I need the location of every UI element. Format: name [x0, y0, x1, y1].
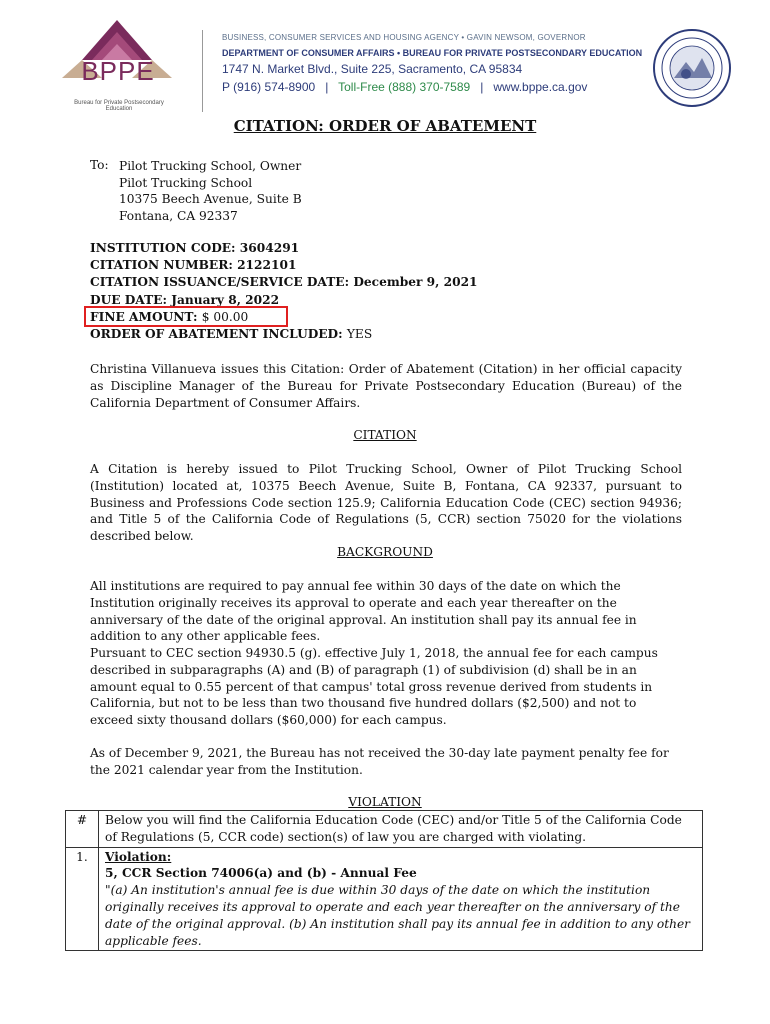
agency-line: BUSINESS, CONSUMER SERVICES AND HOUSING AGENCY • GAVIN NEWSOM, GOVERNOR — [222, 33, 586, 42]
violation-heading: VIOLATION — [348, 795, 422, 809]
page-title: CITATION: ORDER OF ABATEMENT — [233, 117, 537, 135]
row-content — [99, 847, 703, 951]
department-line: DEPARTMENT OF CONSUMER AFFAIRS • BUREAU FOR PRIVATE POSTSECONDARY EDUCATION — [222, 48, 643, 58]
recipient-address — [119, 158, 302, 224]
state-seal-icon — [652, 28, 732, 108]
background-paragraph-3: As of December 9, 2021, the Bureau has not received the 30-day late payment penalty fee for the 2021 calendar year from the Institution. — [90, 746, 669, 777]
background-heading: BACKGROUND — [337, 545, 433, 559]
abatement-included — [90, 326, 478, 343]
due-date: DUE DATE: January 8, 2022 — [90, 292, 280, 307]
to-label: To: — [90, 158, 109, 172]
recipient-line: Pilot Trucking School, Owner — [119, 159, 302, 173]
separator: | — [480, 80, 484, 94]
citation-paragraph: A Citation is hereby issued to Pilot Trucking School, Owner of Pilot Trucking School (Institution) located at, 10375 Beech Avenue, Suite B, Fontana, CA 92337, pursuant to Business and Professions Code section 125.9; California Education Code (CEC) section 94936; and Title 5 of the California Code of Regulations (5, CCR) section 75020 for the violations described below. — [90, 462, 682, 544]
table-row — [66, 847, 703, 951]
website-link[interactable]: www.bppe.ca.gov — [493, 80, 588, 94]
col-description: Below you will find the California Education Code (CEC) and/or Title 5 of the California Code of Regulations (5, CCR code) section(s) of law you are charged with violating. — [99, 811, 703, 848]
logo-text: BPPE — [81, 56, 155, 86]
bureau-address: 1747 N. Market Blvd., Suite 225, Sacramento, CA 95834 — [222, 62, 523, 76]
violation-section: 5, CCR Section 74006(a) and (b) - Annual Fee — [105, 866, 417, 881]
header-divider — [202, 30, 203, 112]
toll-free: Toll-Free (888) 370-7589 — [338, 80, 471, 94]
table-header-row — [66, 811, 703, 848]
fine-highlight-box — [84, 306, 288, 327]
institution-code: INSTITUTION CODE: 3604291 — [90, 241, 300, 255]
citation-facts — [90, 240, 478, 343]
recipient-line: 10375 Beech Avenue, Suite B — [119, 192, 302, 207]
fine-label: FINE AMOUNT: — [90, 309, 198, 324]
contact-line — [222, 80, 587, 94]
recipient-line: Fontana, CA 92337 — [119, 208, 238, 223]
background-paragraph-2: Pursuant to CEC section 94930.5 (g). effective July 1, 2018, the annual fee for each campus described in subparagraphs (A) and (B) of paragraph (1) of subdivision (d) shall be in an amount equal to 0.55 percent of that campus' total gross revenue derived from students in California, but not to be less than two thousand five hundred dollars ($2,500) and not to exceed sixty thousand dollars ($60,000) for each campus. — [90, 646, 658, 728]
violation-label: Violation: — [105, 849, 172, 864]
col-hash: # — [66, 811, 99, 848]
phone: P (916) 574-8900 — [222, 80, 316, 94]
violation-quote: "(a) An institution's annual fee is due within 30 days of the date on which the institution originally receives its approval to operate and each year thereafter on the anniversary of the date of the original approval. (b) An institution shall pay its annual fee in addition to any other applicable fees. — [105, 883, 690, 948]
abatement-label: ORDER OF ABATEMENT INCLUDED: — [90, 327, 343, 342]
background-paragraph-1: All institutions are required to pay annual fee within 30 days of the date on which the Institution originally receives its approval to operate and each year thereafter on the anniversary of the date of the original approval. An institution shall pay its annual fee in addition to any other applicable fees. — [90, 579, 637, 644]
violation-table — [65, 810, 703, 951]
fine-value: $ 00.00 — [201, 309, 249, 324]
recipient-line: Pilot Trucking School — [119, 175, 253, 190]
logo-subtitle: Bureau for Private Postsecondary Education — [74, 100, 164, 112]
issuance-date: CITATION ISSUANCE/SERVICE DATE: December 9, 2021 — [90, 275, 478, 290]
citation-heading: CITATION — [353, 428, 417, 442]
abatement-value: YES — [346, 327, 373, 342]
intro-paragraph: Christina Villanueva issues this Citation: Order of Abatement (Citation) in her official capacity as Discipline Manager of the Bureau for Private Postsecondary Education (Bureau) of the California Department of Consumer Affairs. — [90, 362, 682, 410]
separator: | — [325, 80, 329, 94]
row-number: 1. — [66, 847, 99, 951]
citation-number: CITATION NUMBER: 2122101 — [90, 258, 297, 273]
